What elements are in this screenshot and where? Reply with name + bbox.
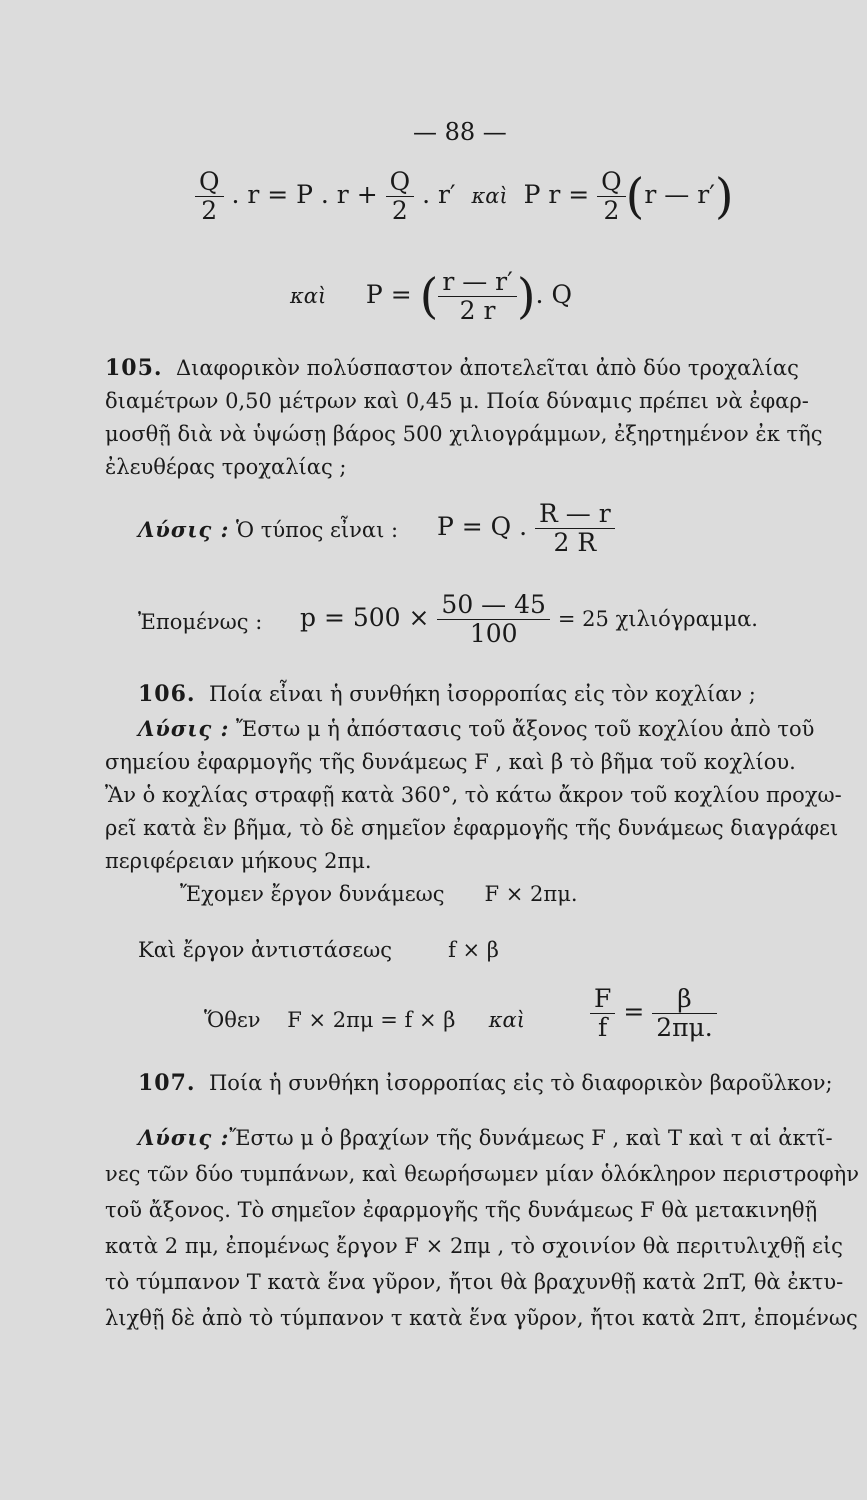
fraction-q-over-2: $\frac{Q}{2}$: [386, 168, 415, 225]
equation-1: $\frac{Q}{2}$ . r = P . r + $\frac{Q}{2}$ . r′ καὶ P r = $\frac{Q}{2}$ (r — r′): [195, 168, 734, 225]
section-number: 105.: [105, 355, 163, 381]
section-107-title: 107. Ποία ἡ συνθήκη ἰσορροπίας εἰς τὸ διαφορικὸν βαροῦλκον;: [138, 1070, 833, 1096]
formula-105-result: p = 500 × $\frac{50 — 45}{100}$ = 25 χιλιόγραμμα.: [300, 590, 758, 648]
equilibrium-equation: Ὅθεν F × 2πμ = f × β καὶ: [204, 1008, 525, 1032]
section-105: 105. Διαφορικὸν πολύσπαστον ἀποτελεῖται ἀπὸ δύο τροχαλίας διαμέτρων 0,50 μέτρων καὶ 0,45 μ. Ποία δύναμις πρέπει νὰ ἐφαρ- μοσθῇ διὰ νὰ ὑψώσῃ βάρος 500 χιλιογράμμων, ἐξηρτημένον ἐκ τῆς ἐλευθέρας τροχαλίας ;: [105, 355, 823, 479]
fraction-q-over-2: $\frac{Q}{2}$: [195, 168, 224, 225]
section-106-title: 106. Ποία εἶναι ἡ συνθήκη ἰσορροπίας εἰς τὸν κοχλίαν ;: [138, 681, 756, 707]
page-number: — 88 —: [413, 118, 507, 146]
fraction-50-45-over-100: $\frac{50 — 45}{100}$: [437, 591, 550, 648]
therefore-label: Ἐπομένως :: [138, 610, 263, 634]
section-107-body: Λύσις :Ἔστω μ ὁ βραχίων τῆς δυνάμεως F , καὶ T καὶ τ αἱ ἀκτῖ- νες τῶν δύο τυμπάνων, καὶ θεωρήσωμεν μίαν ὁλόκληρον περιστροφὴν τοῦ ἄξονος. Τὸ σημεῖον ἐφαρμογῆς τῆς δυνάμεως F θὰ μετακινηθῇ κατὰ 2 πμ, ἐπομένως ἔργον F × 2πμ , τὸ σχοινίον θὰ περιτυλιχθῇ εἰς τὸ τύμπανον T κατὰ ἕνα γῦρον, ἤτοι θὰ βραχυνθῇ κατὰ 2πT, θὰ ἐκτυ- λιχθῇ δὲ ἀπὸ τὸ τύμπανον τ κατὰ ἕνα γῦρον, ἤτοι κατὰ 2πτ, ἐπομένως: [105, 1125, 860, 1330]
fraction-R-r-over-2R: $\frac{R — r}{2 R}$: [535, 500, 615, 557]
fraction-q-over-2: $\frac{Q}{2}$: [597, 168, 626, 225]
section-number: 106.: [138, 681, 196, 707]
fraction-F-over-f: $\frac{F}{f}$: [590, 985, 615, 1042]
ratio-equation: $\frac{F}{f}$ = $\frac{\beta}{2\pi\mu.}$: [590, 985, 717, 1042]
solution-105: Λύσις : Ὁ τύπος εἶναι :: [138, 517, 399, 542]
section-number: 107.: [138, 1070, 196, 1096]
formula-105: P = Q . $\frac{R — r}{2 R}$: [437, 500, 615, 557]
fraction-beta-over-2pimu: $\frac{\beta}{2\pi\mu.}$: [652, 985, 717, 1042]
section-106-body: Λύσις : Ἔστω μ ἡ ἀπόστασις τοῦ ἄξονος τοῦ κοχλίου ἀπὸ τοῦ σημείου ἐφαρμογῆς τῆς δυνάμεως F , καὶ β τὸ βῆμα τοῦ κοχλίου. Ἂν ὁ κοχλίας στραφῇ κατὰ 360°, τὸ κάτω ἄκρον τοῦ κοχλίου προχω- ρεῖ κατὰ ἓν βῆμα, τὸ δὲ σημεῖον ἐφαρμογῆς τῆς δυνάμεως διαγράφει περιφέρειαν μήκους 2πμ.: [105, 716, 842, 873]
work-resistance-line: Καὶ ἔργον ἀντιστάσεως f × β: [138, 938, 499, 962]
fraction-r-diff-over-2r: $\frac{r — r'}{2 r}$: [438, 268, 516, 325]
equation-2: καὶ P = ( $\frac{r — r'}{2 r}$ ). Q: [290, 267, 572, 325]
work-force-line: Ἔχομεν ἔργον δυνάμεως F × 2πμ.: [180, 882, 578, 906]
